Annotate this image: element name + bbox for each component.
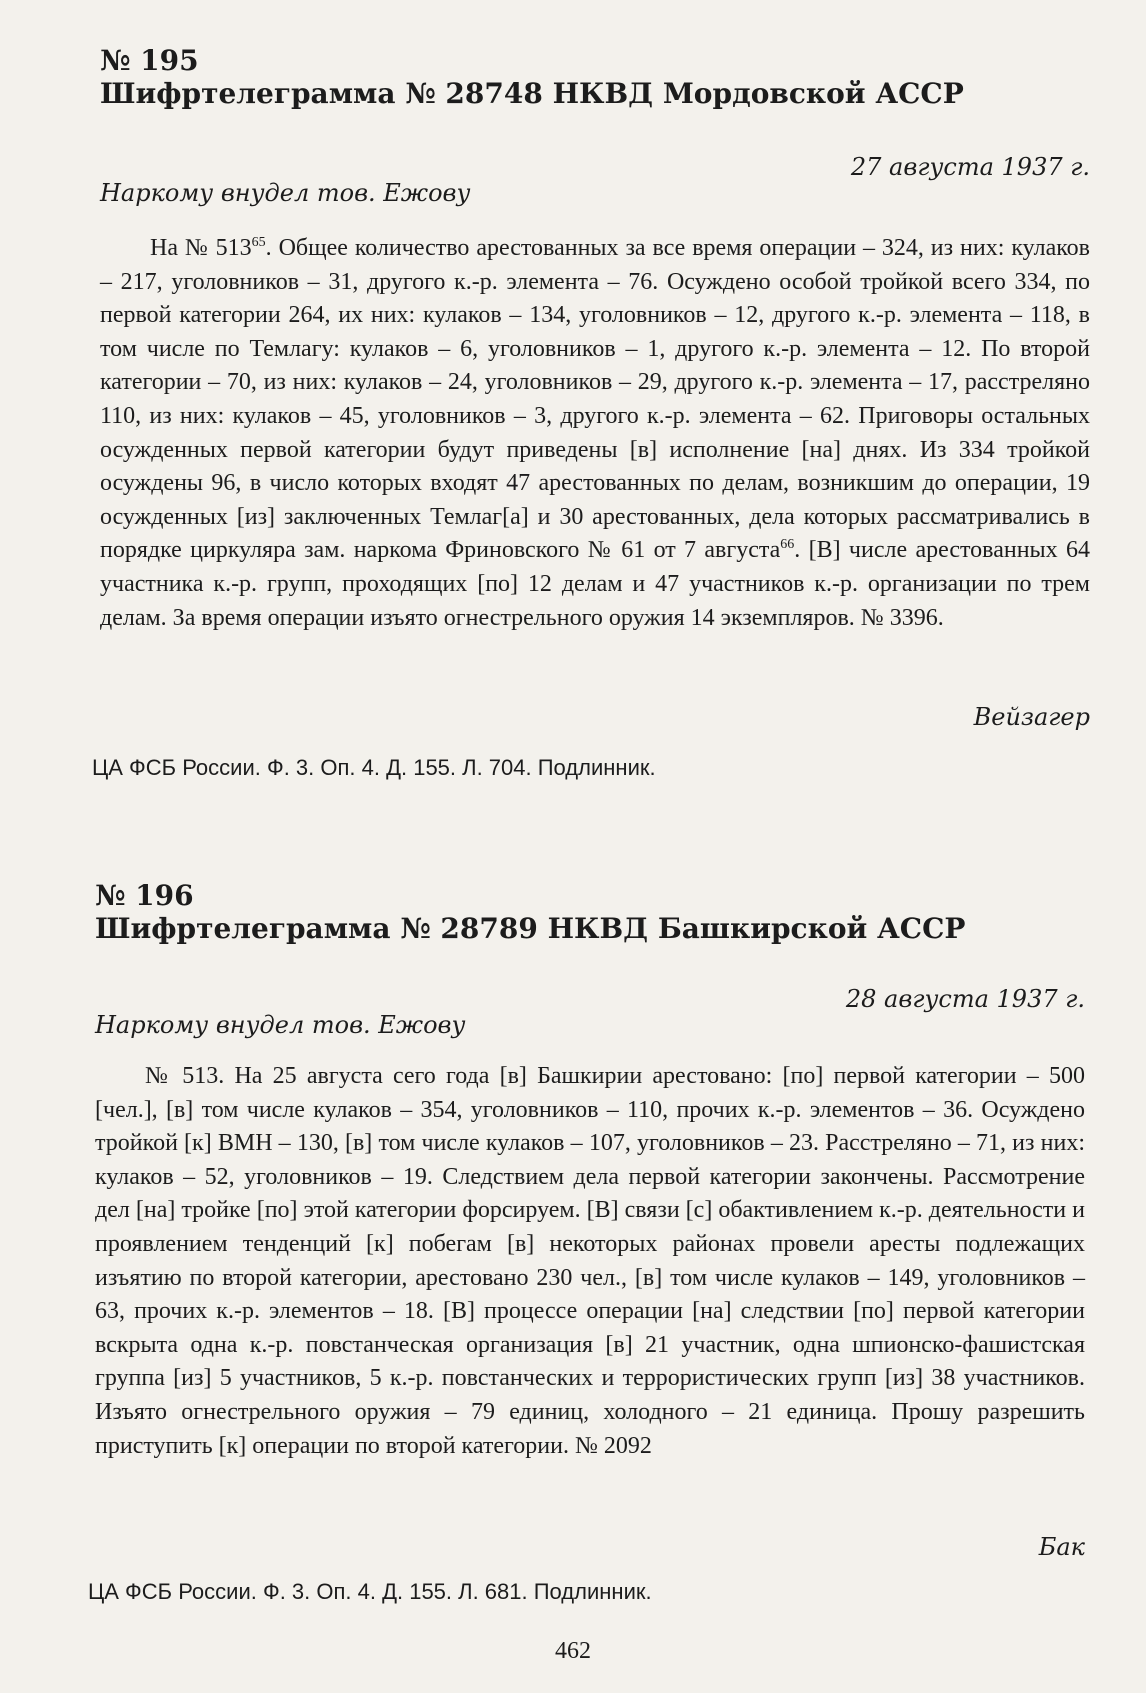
doc-195-source-block bbox=[92, 754, 1082, 782]
doc-195-addressee: Наркому внудел тов. Ежову bbox=[100, 179, 471, 207]
doc-195-date: 27 августа 1937 г. bbox=[850, 153, 1090, 181]
doc-196-source: ЦА ФСБ России. Ф. 3. Оп. 4. Д. 155. Л. 681. Подлинник. bbox=[88, 1579, 652, 1604]
doc-195-body-part2: . Общее количество арестованных за все время операции – 324, из них: кулаков – 217, уголовников – 31, другого к.-р. элемента – 76. Осуждено особой тройкой всего 334, по первой категории 264, их них: кулаков – 134, уголовников – 12, другого к.-р. элемента – 118, в том числе по Темлагу: кулаков – 6, уголовников – 1, другого к.-р. элемента – 12. По второй категории – 70, из них: кулаков – 24, уголовников – 29, другого к.-р. элемента – 17, расстреляно 110, из них: кулаков – 45, уголовников – 3, другого к.-р. элемента – 62. Приговоры остальных осужденных первой категории будут приведены [в] исполнение [на] днях. Из 334 тройкой осуждены 96, в число которых входят 47 арестованных по делам, возникшим до операции, 19 осужденных [из] заключенных Темлаг[а] и 30 арестованных, дела которых рассматривались в порядке циркуляра зам. наркома Фриновского № 61 от 7 августа bbox=[100, 235, 1090, 564]
footnote-ref-65[interactable]: 65 bbox=[251, 235, 266, 250]
doc-196-date: 28 августа 1937 г. bbox=[845, 985, 1085, 1013]
doc-195-source: ЦА ФСБ России. Ф. 3. Оп. 4. Д. 155. Л. 704. Подлинник. bbox=[92, 755, 656, 780]
footnote-ref-66[interactable]: 66 bbox=[780, 537, 795, 553]
doc-195-number: № 195 bbox=[100, 44, 199, 77]
doc-196-source-block bbox=[88, 1578, 1078, 1606]
doc-196-title: Шифртелеграмма № 28789 НКВД Башкирской АССР bbox=[95, 912, 966, 945]
document-196 bbox=[95, 880, 1085, 946]
doc-196-header bbox=[95, 984, 1085, 1040]
doc-195-body-text bbox=[100, 232, 1090, 635]
doc-195-signature: Вейзагер bbox=[973, 703, 1090, 731]
page-number: 462 bbox=[555, 1638, 591, 1664]
doc-196-footer bbox=[95, 1532, 1085, 1562]
doc-195-body bbox=[100, 232, 1090, 635]
doc-195-footer bbox=[100, 702, 1090, 732]
doc-196-body-text: № 513. На 25 августа сего года [в] Башкирии арестовано: [по] первой категории – 500 [чел.], [в] том числе кулаков – 354, уголовников – 110, прочих к.-р. элементов – 36. Осуждено тройкой [к] ВМН – 130, [в] том числе кулаков – 107, уголовников – 23. Расстреляно – 71, из них: кулаков – 52, уголовников – 19. Следствием дела первой категории закончены. Рассмотрение дел [на] тройке [по] этой категории форсируем. [В] связи [с] обактивлением к.-р. деятельности и проявлением тенденций [к] побегам [в] некоторых районах провели аресты подлежащих изъятию по второй категории, арестовано 230 чел., [в] том числе кулаков – 149, уголовников – 63, прочих к.-р. элементов – 18. [В] процессе операции [на] следствии [по] первой категории вскрыта одна к.-р. повстанческая организация [в] 21 участник, одна шпионско-фашистская группа [из] 5 участников, 5 к.-р. повстанческих и террористических групп [из] 38 участников. Изъято огнестрельного оружия – 79 единиц, холодного – 21 единица. Прошу разрешить приступить [к] операции по второй категории. № 2092 bbox=[95, 1063, 1085, 1459]
doc-195-body-part3: . [В] числе арестованных 64 участника к.-р. групп, проходящих [по] 12 делам и 47 участников к.-р. организации по трем делам. За время операции изъято огнестрельного оружия 14 экземпляров. № 3396. bbox=[100, 537, 1090, 631]
doc-195-title: Шифртелеграмма № 28748 НКВД Мордовской АССР bbox=[100, 77, 964, 110]
doc-195-header bbox=[100, 152, 1090, 208]
document-195 bbox=[100, 45, 1090, 111]
doc-196-signature: Бак bbox=[1038, 1533, 1085, 1561]
doc-196-addressee: Наркому внудел тов. Ежову bbox=[95, 1011, 466, 1039]
doc-196-number: № 196 bbox=[95, 879, 194, 912]
doc-196-body bbox=[95, 1060, 1085, 1463]
doc-195-body-part1: На № 513 bbox=[150, 235, 252, 261]
